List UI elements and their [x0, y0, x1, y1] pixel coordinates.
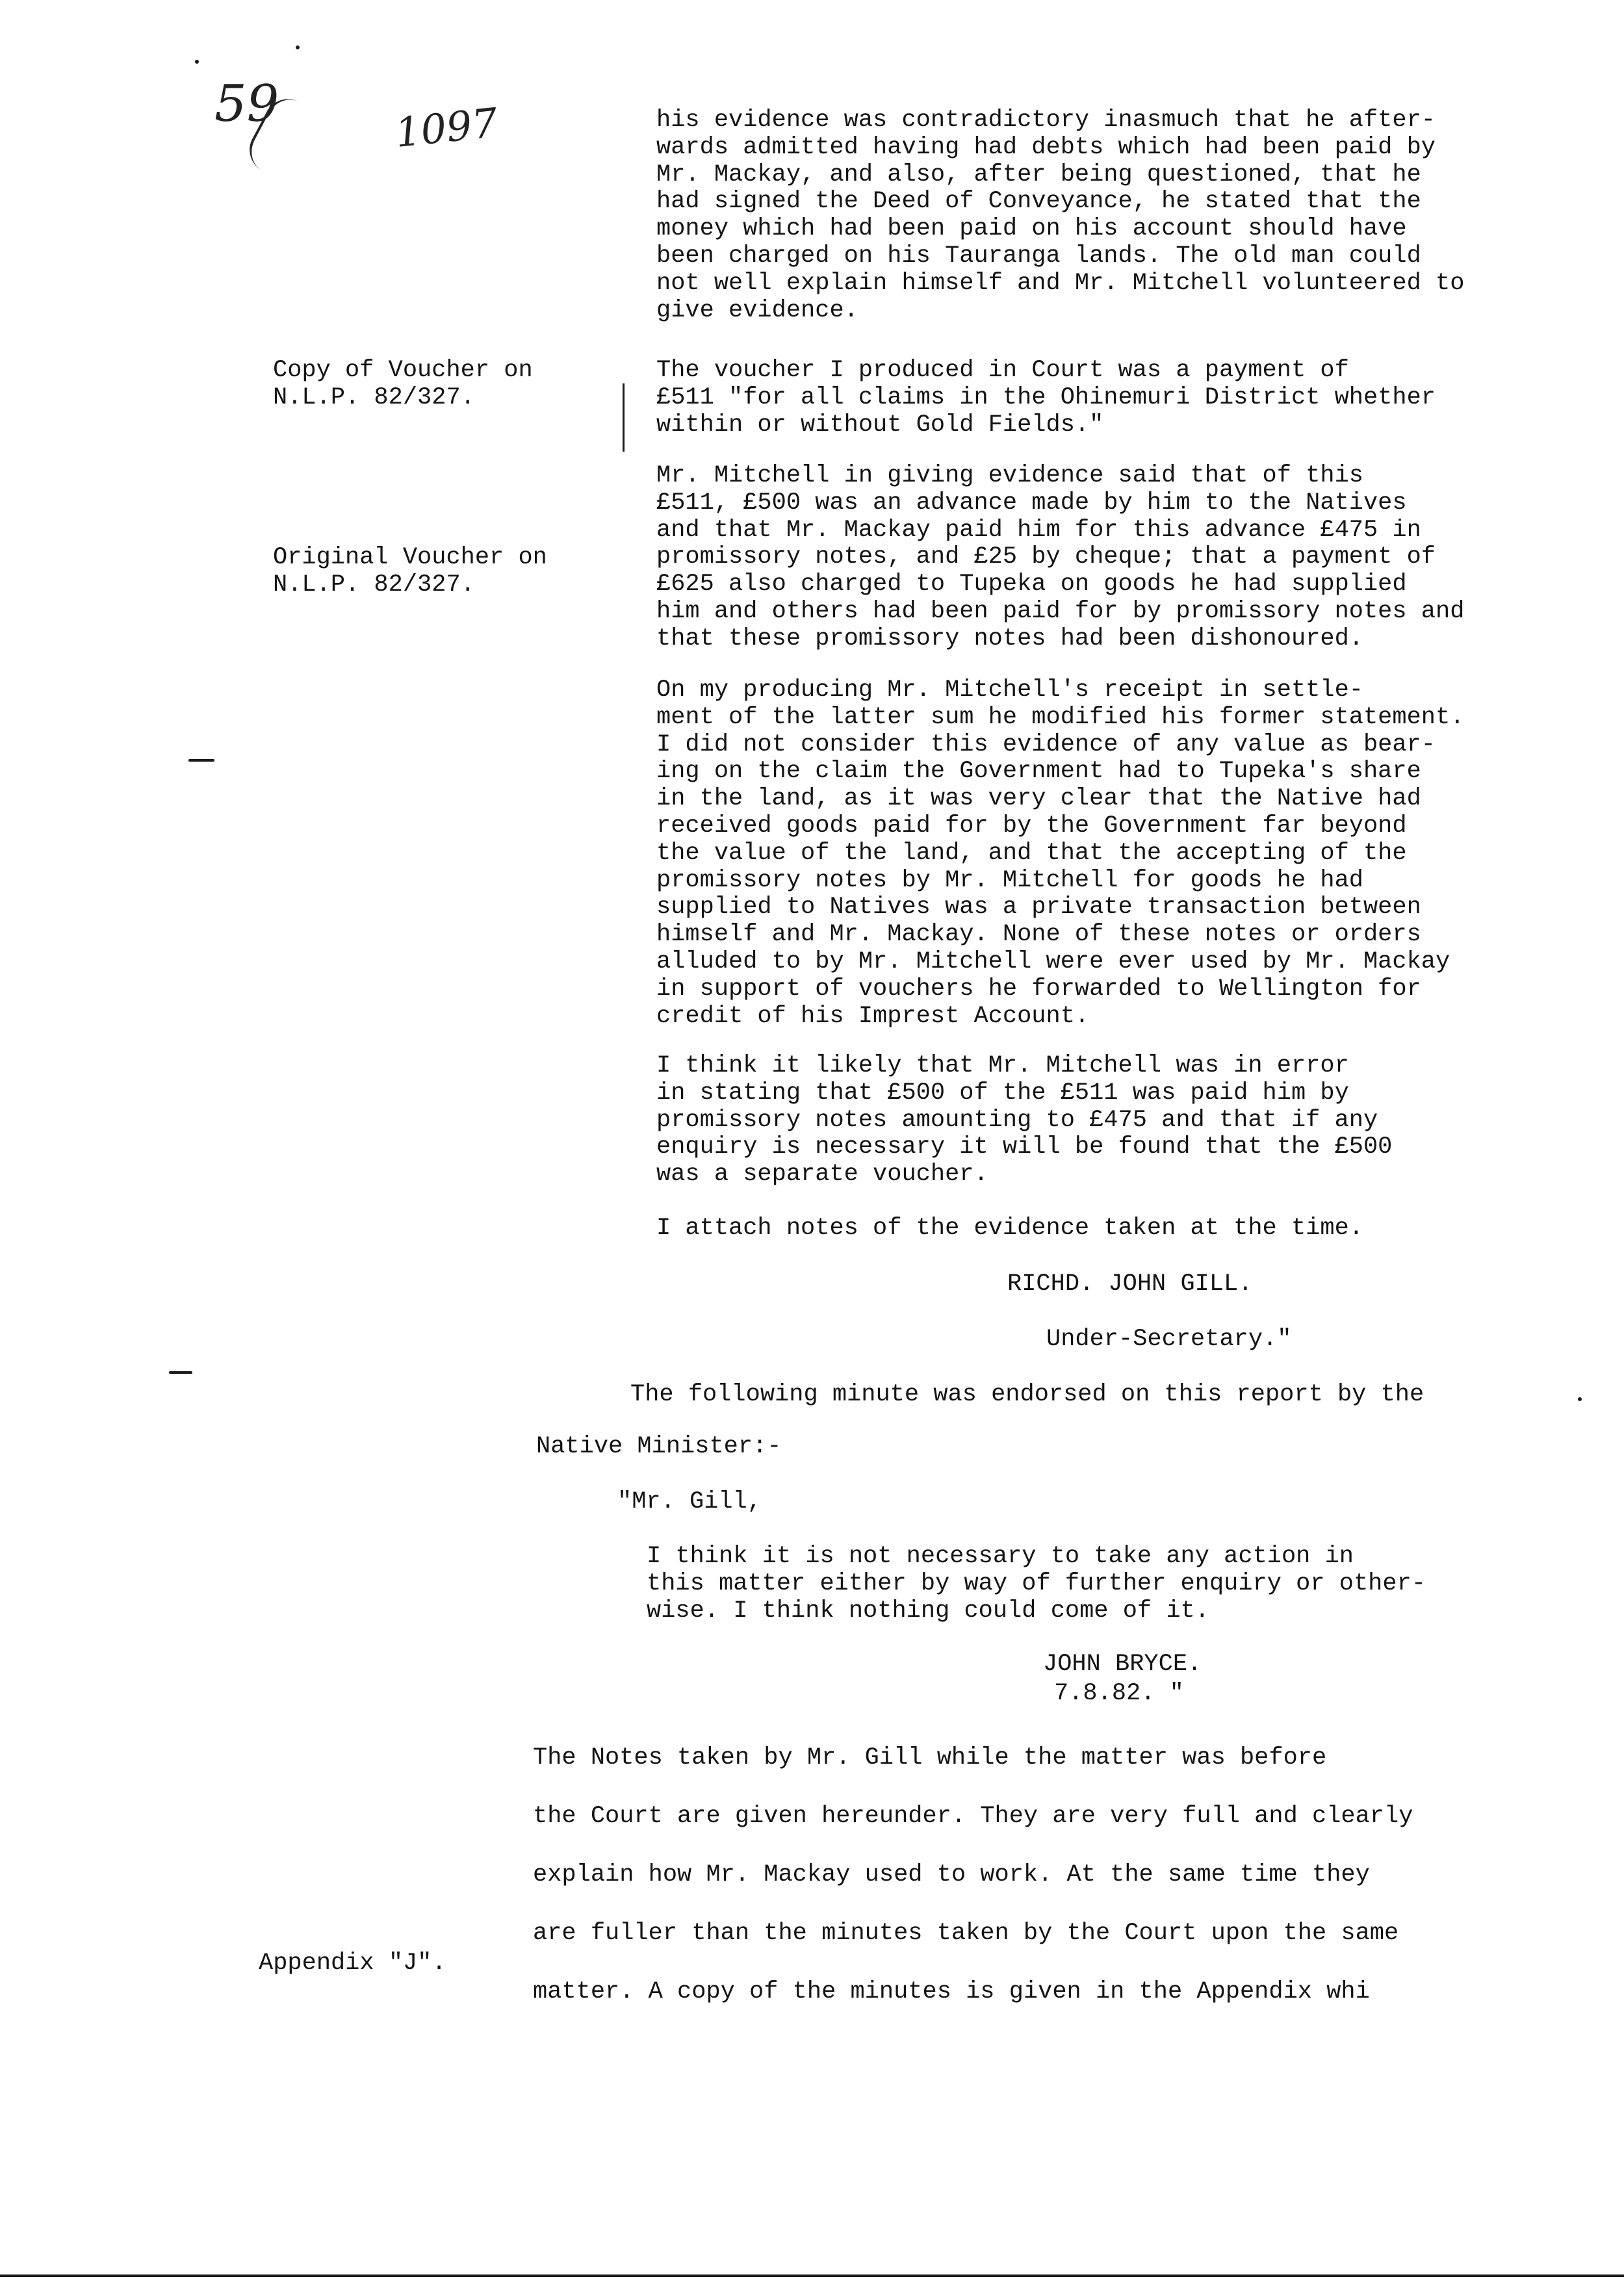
- paragraph-likely-error: I think it likely that Mr. Mitchell was in error in stating that £500 of the £511 was paid him by promissory notes amounting to £475 and that if any enquiry is necessary it will be found that the £500 was a separate voucher.: [656, 1052, 1393, 1189]
- page-bottom-edge: [0, 2275, 1624, 2277]
- minute-salutation: "Mr. Gill,: [617, 1488, 762, 1515]
- margin-note-appendix: Appendix "J".: [259, 1950, 446, 1977]
- paragraph-evidence: his evidence was contradictory inasmuch that he after- wards admitted having had debts which had been paid by Mr. Mackay, and also, after being questioned, that he had signed the Deed of Conveyance, he stated that the money which had been paid on his account should have been charged on his Tauranga lands. The old man could not well explain himself and Mr. Mitchell volunteered to give evidence.: [656, 107, 1465, 324]
- scan-dash: [188, 759, 214, 762]
- minute-intro-line1: The following minute was endorsed on this report by the: [630, 1381, 1424, 1408]
- paragraph-attach-notes: I attach notes of the evidence taken at the time.: [656, 1215, 1363, 1242]
- margin-bracket-line: [623, 383, 625, 452]
- scan-speck: [1578, 1397, 1582, 1401]
- closing-paragraph: The Notes taken by Mr. Gill while the matter was before the Court are given hereunder. They are very full and clearly explain how Mr. Mackay used to work. At the same time they are fuller than the minutes taken by the Court upon the same matter. A copy of the minutes is given in the Appendix whi: [533, 1744, 1413, 2005]
- signature-name: RICHD. JOHN GILL.: [1007, 1270, 1253, 1298]
- minute-body: I think it is not necessary to take any action in this matter either by way of further enquiry or other- wise. I think nothing could come of it.: [647, 1543, 1426, 1625]
- margin-note-copy-voucher: Copy of Voucher on N.L.P. 82/327.: [273, 357, 533, 411]
- scan-speck: [296, 45, 300, 49]
- minute-intro-line2: Native Minister:-: [536, 1433, 782, 1460]
- scan-dash: [169, 1371, 192, 1374]
- margin-note-original-voucher: Original Voucher on N.L.P. 82/327.: [273, 544, 547, 599]
- paragraph-receipt: On my producing Mr. Mitchell's receipt in settle- ment of the latter sum he modified his former statement. I did not consider this evidence of any value as bear- ing on the claim the Government had to Tupeka's share in the land, as it was very clear that the Native had received goods paid for by the Government far beyond the value of the land, and that the accepting of the promissory notes by Mr. Mitchell for goods he had supplied to Natives was a private transaction between himself and Mr. Mackay. None of these notes or orders alluded to by Mr. Mitchell were ever used by Mr. Mackay in support of vouchers he forwarded to Wellington for credit of his Imprest Account.: [656, 677, 1465, 1030]
- minute-date: 7.8.82. ": [1054, 1680, 1184, 1707]
- page-mark: 1097: [393, 98, 500, 157]
- paragraph-mitchell-evidence: Mr. Mitchell in giving evidence said that of this £511, £500 was an advance made by him to the Natives and that Mr. Mackay paid him for this advance £475 in promissory notes, and £25 by cheque; that a payment of £625 also charged to Tupeka on goods he had supplied him and others had been paid for by promissory notes and that these promissory notes had been dishonoured.: [656, 462, 1465, 652]
- minute-signer: JOHN BRYCE.: [1043, 1651, 1202, 1678]
- folio-mark: 59: [214, 75, 279, 133]
- signature-title: Under-Secretary.": [1046, 1326, 1292, 1353]
- scan-speck: [195, 60, 199, 64]
- paragraph-voucher: The voucher I produced in Court was a payment of £511 "for all claims in the Ohinemuri District whether within or without Gold Fields.": [656, 357, 1436, 439]
